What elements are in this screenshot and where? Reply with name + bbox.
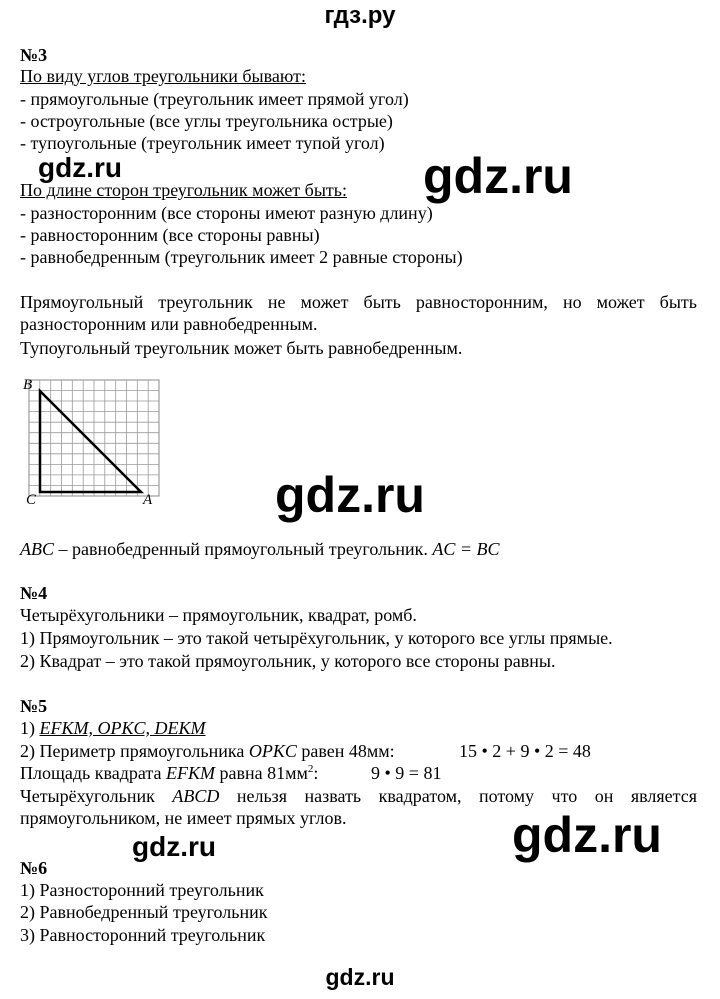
- task-5-item: [20, 741, 395, 762]
- task-5-number: №5: [20, 696, 48, 716]
- sides-item: - разносторонним (все стороны имеют разную длину): [20, 203, 433, 223]
- right-triangle: [40, 391, 141, 492]
- vertex-label-a: A: [143, 492, 153, 504]
- task-4-line: Четырёхугольники – прямоугольник, квадрат, ромб.: [20, 605, 417, 625]
- superscript: 2: [307, 763, 314, 775]
- task-5-item: [20, 763, 318, 784]
- item-colon: :: [313, 763, 319, 783]
- perimeter-calc: 15 • 2 + 9 • 2 = 48: [459, 741, 591, 761]
- vertex-label-b: B: [23, 377, 33, 393]
- watermark-small: gdz.ru: [38, 152, 122, 183]
- item-prefix: 1): [20, 718, 40, 738]
- paragraph-line: [20, 786, 697, 807]
- task-6-number: №6: [20, 858, 48, 878]
- item-prefix: Площадь квадрата: [20, 763, 166, 783]
- area-calc: 9 • 9 = 81: [371, 763, 442, 783]
- watermark-small: gdz.ru: [132, 831, 216, 862]
- figure-caption: [20, 539, 499, 560]
- watermark-large: gdz.ru: [423, 148, 573, 204]
- paragraph-line: прямоугольником, не имеет прямых углов.: [20, 808, 347, 828]
- sides-item: - равнобедренным (треугольник имеет 2 равные стороны): [20, 247, 463, 267]
- angles-heading: По виду углов треугольники бывают:: [20, 66, 306, 86]
- vertex-label-c: C: [26, 492, 37, 504]
- task-6-line: 1) Разносторонний треугольник: [20, 880, 264, 900]
- angles-item: - остроугольные (все углы треугольника острые): [20, 111, 393, 131]
- paragraph-line: Прямоугольный треугольник не может быть равносторонним, но может быть: [20, 292, 697, 312]
- paragraph: Тупоугольный треугольник может быть равнобедренным.: [20, 338, 463, 358]
- item-prefix: 2) Периметр прямоугольника: [20, 741, 249, 761]
- task-5-item: [20, 718, 206, 739]
- task-4-line: 1) Прямоугольник – это такой четырёхугольник, у которого все углы прямые.: [20, 628, 613, 648]
- triangle-name: ABC: [20, 539, 54, 559]
- sides-item: - равносторонним (все стороны равны): [20, 225, 320, 245]
- task-6-line: 3) Равносторонний треугольник: [20, 925, 266, 945]
- site-footer: gdz.ru: [325, 964, 395, 990]
- text: Четырёхугольник: [20, 786, 173, 806]
- paragraph-line: разносторонним или равнобедренным.: [20, 314, 318, 334]
- angles-item: - прямоугольные (треугольник имеет прямой угол): [20, 89, 409, 109]
- grid-lines: [29, 380, 159, 496]
- item-suffix: равен 48мм:: [296, 741, 395, 761]
- text: нельзя назвать квадратом, потому что он является: [219, 786, 697, 806]
- triangle-grid-figure: [23, 374, 173, 504]
- angles-item: - тупоугольные (треугольник имеет тупой угол): [20, 133, 385, 153]
- task-4-number: №4: [20, 583, 48, 603]
- site-header: гдз.ру: [324, 2, 396, 29]
- task-6-line: 2) Равнобедренный треугольник: [20, 902, 268, 922]
- figure-name: EFKM: [165, 763, 215, 783]
- caption-equation: AC = BC: [432, 539, 500, 559]
- figure-name: ABCD: [172, 786, 220, 806]
- item-suffix: равна 81мм: [214, 763, 308, 783]
- watermark-large: gdz.ru: [512, 807, 662, 863]
- task-4-line: 2) Квадрат – это такой прямоугольник, у которого все стороны равны.: [20, 651, 556, 671]
- figure-names: EFKM, OPKC, DEKM: [39, 718, 206, 738]
- caption-text: – равнобедренный прямоугольный треугольник.: [54, 539, 433, 559]
- watermark-large: gdz.ru: [275, 467, 425, 523]
- figure-name: OPKC: [248, 741, 297, 761]
- task-3-number: №3: [20, 45, 48, 65]
- sides-heading: По длине сторон треугольник может быть:: [20, 180, 347, 200]
